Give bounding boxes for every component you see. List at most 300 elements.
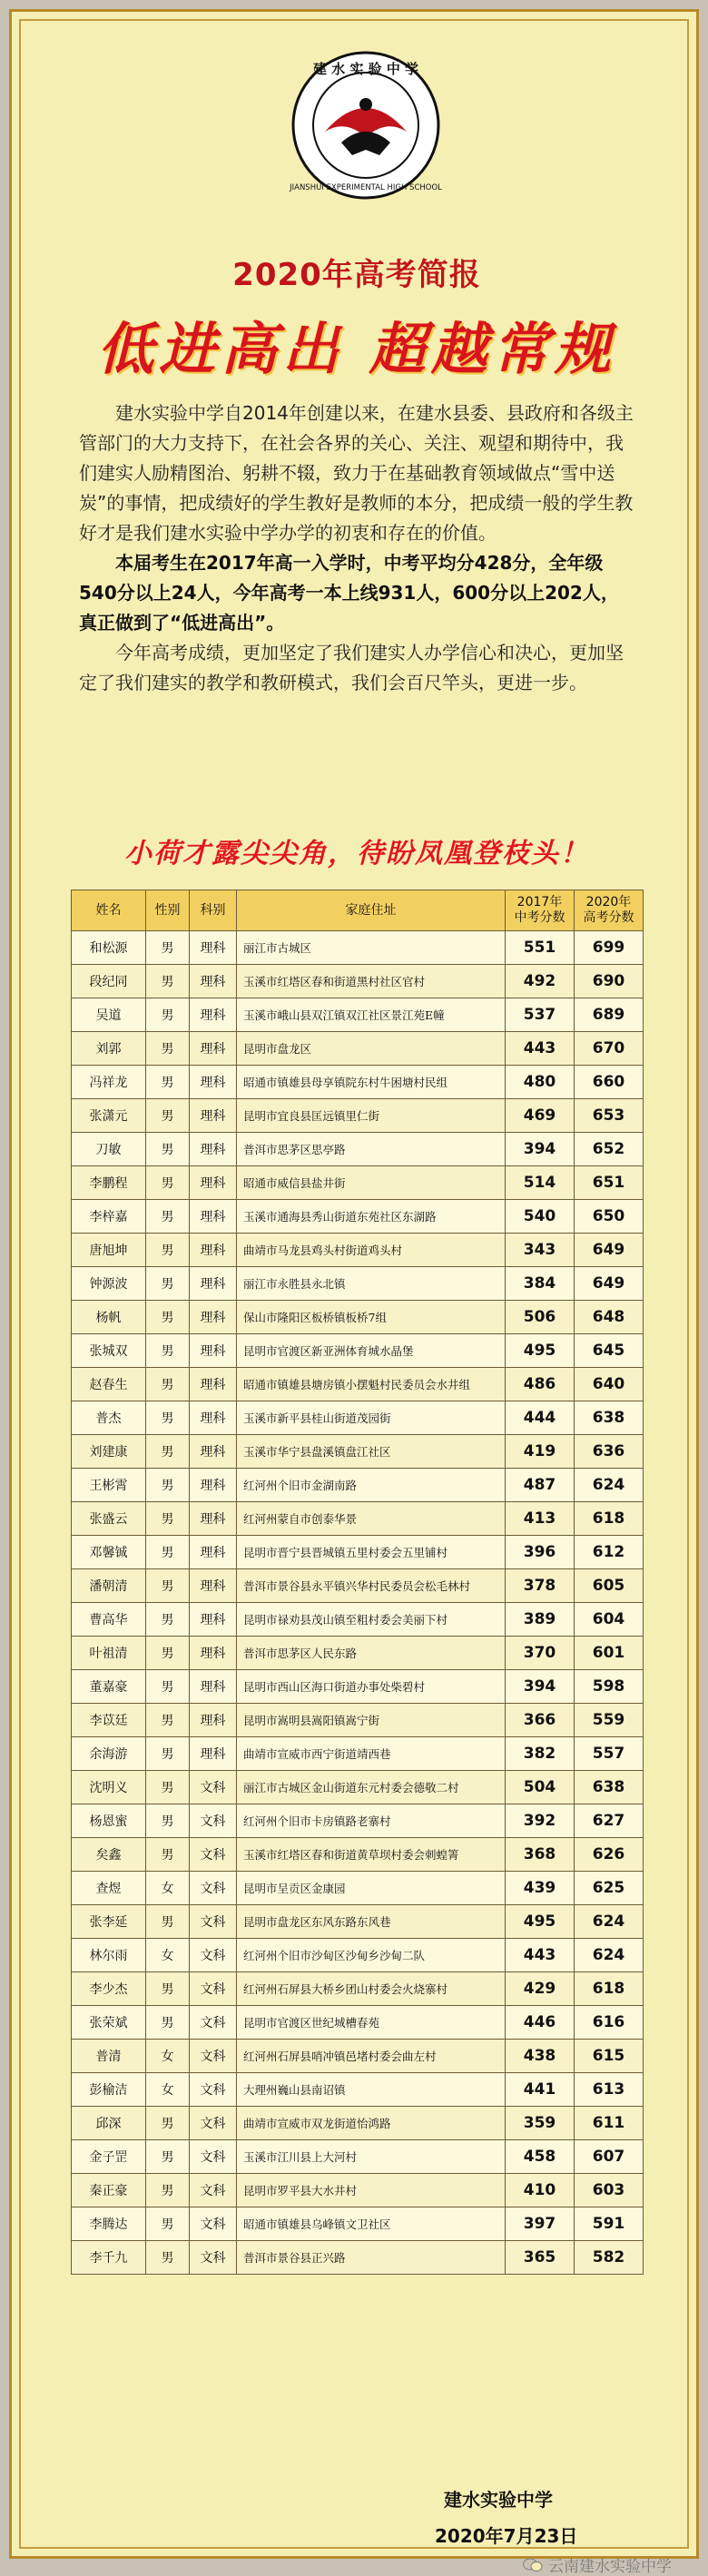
cell-name: 董嘉豪 xyxy=(72,1670,146,1704)
cell-zhongkao-score: 443 xyxy=(506,1032,575,1066)
cell-gender: 男 xyxy=(146,1905,190,1939)
cell-zhongkao-score: 446 xyxy=(506,2006,575,2040)
cell-address: 丽江市古城区 xyxy=(237,931,506,965)
score-table xyxy=(71,890,644,2275)
table-row xyxy=(72,1200,644,1234)
cell-subject: 文科 xyxy=(190,2140,237,2174)
cell-subject: 文科 xyxy=(190,1838,237,1872)
table-row xyxy=(72,1032,644,1066)
cell-address: 普洱市思茅区思亭路 xyxy=(237,1133,506,1166)
cell-address: 大理州巍山县南诏镇 xyxy=(237,2073,506,2107)
cell-subject: 理科 xyxy=(190,965,237,998)
cell-address: 昆明市嵩明县嵩阳镇嵩宁街 xyxy=(237,1704,506,1737)
cell-name: 普清 xyxy=(72,2040,146,2073)
cell-name: 刘建康 xyxy=(72,1435,146,1469)
cell-address: 玉溪市江川县上大河村 xyxy=(237,2140,506,2174)
header-zhongkao-score: 2017年 中考分数 xyxy=(506,890,575,931)
cell-gaokao-score: 624 xyxy=(575,1939,644,1972)
header-address: 家庭住址 xyxy=(237,890,506,931)
cell-name: 秦正豪 xyxy=(72,2174,146,2207)
cell-zhongkao-score: 410 xyxy=(506,2174,575,2207)
header-gender: 性别 xyxy=(146,890,190,931)
cell-name: 钟源波 xyxy=(72,1267,146,1301)
cell-zhongkao-score: 514 xyxy=(506,1166,575,1200)
cell-name: 和松源 xyxy=(72,931,146,965)
cell-subject: 文科 xyxy=(190,1771,237,1804)
table-row xyxy=(72,2107,644,2140)
cell-subject: 文科 xyxy=(190,2040,237,2073)
cell-gaokao-score: 601 xyxy=(575,1637,644,1670)
cell-gaokao-score: 618 xyxy=(575,1502,644,1536)
cell-subject: 理科 xyxy=(190,1301,237,1334)
intro-paragraph-2: 本届考生在2017年高一入学时，中考平均分428分，全年级540分以上24人，今年高考一本上线931人，600分以上202人，真正做到了“低进高出”。 xyxy=(79,552,619,634)
table-row xyxy=(72,1234,644,1267)
table-row xyxy=(72,2174,644,2207)
cell-gender: 男 xyxy=(146,2006,190,2040)
table-row xyxy=(72,1737,644,1771)
cell-gaokao-score: 645 xyxy=(575,1334,644,1368)
cell-subject: 理科 xyxy=(190,1435,237,1469)
cell-name: 林尔雨 xyxy=(72,1939,146,1972)
cell-address: 玉溪市红塔区春和街道黄草坝村委会刺蝗箐 xyxy=(237,1838,506,1872)
header-gaokao-score: 2020年 高考分数 xyxy=(575,890,644,931)
cell-gaokao-score: 604 xyxy=(575,1603,644,1637)
cell-gaokao-score: 607 xyxy=(575,2140,644,2174)
cell-subject: 文科 xyxy=(190,1972,237,2006)
cell-subject: 理科 xyxy=(190,1502,237,1536)
cell-name: 李鹏程 xyxy=(72,1166,146,1200)
cell-gaokao-score: 653 xyxy=(575,1099,644,1133)
cell-gaokao-score: 636 xyxy=(575,1435,644,1469)
cell-gender: 女 xyxy=(146,2040,190,2073)
cell-name: 矣鑫 xyxy=(72,1838,146,1872)
cell-gaokao-score: 627 xyxy=(575,1804,644,1838)
cell-subject: 文科 xyxy=(190,2073,237,2107)
cell-gender: 男 xyxy=(146,1066,190,1099)
cell-gaokao-score: 618 xyxy=(575,1972,644,2006)
table-row xyxy=(72,1368,644,1401)
cell-address: 普洱市景谷县永平镇兴华村民委员会松毛林村 xyxy=(237,1569,506,1603)
cell-address: 昭通市威信县盐井街 xyxy=(237,1166,506,1200)
cell-address: 保山市隆阳区板桥镇板桥7组 xyxy=(237,1301,506,1334)
cell-name: 李腾达 xyxy=(72,2207,146,2241)
cell-zhongkao-score: 359 xyxy=(506,2107,575,2140)
cell-gender: 男 xyxy=(146,1972,190,2006)
cell-gender: 男 xyxy=(146,2174,190,2207)
cell-gender: 男 xyxy=(146,1502,190,1536)
cell-address: 红河州个旧市沙甸区沙甸乡沙甸二队 xyxy=(237,1939,506,1972)
cell-name: 张潇元 xyxy=(72,1099,146,1133)
cell-gender: 男 xyxy=(146,1368,190,1401)
cell-gender: 男 xyxy=(146,2241,190,2275)
cell-subject: 理科 xyxy=(190,1032,237,1066)
cell-gender: 男 xyxy=(146,2207,190,2241)
cell-name: 潘朝清 xyxy=(72,1569,146,1603)
cell-gender: 男 xyxy=(146,1670,190,1704)
cell-gaokao-score: 650 xyxy=(575,1200,644,1234)
cell-zhongkao-score: 370 xyxy=(506,1637,575,1670)
cell-address: 昭通市镇雄县母享镇院东村牛困塘村民组 xyxy=(237,1066,506,1099)
cell-zhongkao-score: 537 xyxy=(506,998,575,1032)
cell-name: 沈明义 xyxy=(72,1771,146,1804)
cell-name: 吴道 xyxy=(72,998,146,1032)
cell-gaokao-score: 624 xyxy=(575,1905,644,1939)
cell-gender: 男 xyxy=(146,1166,190,1200)
cell-address: 红河州蒙自市创泰华景 xyxy=(237,1502,506,1536)
cell-gender: 男 xyxy=(146,1334,190,1368)
table-row xyxy=(72,1838,644,1872)
cell-address: 曲靖市宣威市西宁街道靖西巷 xyxy=(237,1737,506,1771)
cell-zhongkao-score: 389 xyxy=(506,1603,575,1637)
cell-zhongkao-score: 413 xyxy=(506,1502,575,1536)
cell-gender: 男 xyxy=(146,2140,190,2174)
table-header-row xyxy=(72,890,644,931)
cell-zhongkao-score: 506 xyxy=(506,1301,575,1334)
cell-zhongkao-score: 368 xyxy=(506,1838,575,1872)
cell-gender: 男 xyxy=(146,1804,190,1838)
cell-zhongkao-score: 495 xyxy=(506,1905,575,1939)
cell-gender: 男 xyxy=(146,1032,190,1066)
cell-gender: 男 xyxy=(146,1267,190,1301)
cell-zhongkao-score: 392 xyxy=(506,1804,575,1838)
cell-name: 王彬霄 xyxy=(72,1469,146,1502)
cell-name: 李千九 xyxy=(72,2241,146,2275)
cell-address: 红河州个旧市金湖南路 xyxy=(237,1469,506,1502)
table-row xyxy=(72,1569,644,1603)
cell-zhongkao-score: 444 xyxy=(506,1401,575,1435)
date-signature: 2020年7月23日 xyxy=(435,2525,578,2547)
cell-name: 杨帆 xyxy=(72,1301,146,1334)
cell-zhongkao-score: 441 xyxy=(506,2073,575,2107)
table-row xyxy=(72,931,644,965)
table-row xyxy=(72,965,644,998)
cell-zhongkao-score: 487 xyxy=(506,1469,575,1502)
table-row xyxy=(72,1603,644,1637)
cell-gaokao-score: 649 xyxy=(575,1267,644,1301)
table-row xyxy=(72,1704,644,1737)
cell-zhongkao-score: 397 xyxy=(506,2207,575,2241)
cell-zhongkao-score: 438 xyxy=(506,2040,575,2073)
cell-address: 丽江市永胜县永北镇 xyxy=(237,1267,506,1301)
table-row xyxy=(72,2207,644,2241)
cell-gender: 男 xyxy=(146,1637,190,1670)
table-row xyxy=(72,1872,644,1905)
cell-zhongkao-score: 429 xyxy=(506,1972,575,2006)
cell-gaokao-score: 699 xyxy=(575,931,644,965)
svg-text:建 水 实 验 中 学: 建 水 实 验 中 学 xyxy=(312,61,419,77)
cell-address: 昆明市呈贡区金康园 xyxy=(237,1872,506,1905)
cell-address: 昭通市镇雄县乌峰镇文卫社区 xyxy=(237,2207,506,2241)
cell-address: 红河州个旧市卡房镇路老寨村 xyxy=(237,1804,506,1838)
cell-subject: 理科 xyxy=(190,1267,237,1301)
cell-subject: 理科 xyxy=(190,1637,237,1670)
cell-name: 段纪同 xyxy=(72,965,146,998)
cell-subject: 理科 xyxy=(190,931,237,965)
cell-zhongkao-score: 443 xyxy=(506,1939,575,1972)
cell-gaokao-score: 649 xyxy=(575,1234,644,1267)
table-row xyxy=(72,1133,644,1166)
cell-name: 张城双 xyxy=(72,1334,146,1368)
table-row xyxy=(72,2140,644,2174)
cell-subject: 理科 xyxy=(190,1704,237,1737)
cell-zhongkao-score: 394 xyxy=(506,1670,575,1704)
header-name: 姓名 xyxy=(72,890,146,931)
cell-gaokao-score: 624 xyxy=(575,1469,644,1502)
cell-gender: 男 xyxy=(146,1469,190,1502)
cell-gaokao-score: 582 xyxy=(575,2241,644,2275)
cell-name: 刀敏 xyxy=(72,1133,146,1166)
cell-name: 张荣斌 xyxy=(72,2006,146,2040)
cell-name: 金子罡 xyxy=(72,2140,146,2174)
cell-gender: 女 xyxy=(146,2073,190,2107)
cell-subject: 理科 xyxy=(190,1603,237,1637)
intro-text xyxy=(79,398,634,698)
cell-gaokao-score: 638 xyxy=(575,1771,644,1804)
cell-address: 曲靖市宣威市双龙街道怡鸿路 xyxy=(237,2107,506,2140)
cell-gender: 男 xyxy=(146,998,190,1032)
cell-subject: 文科 xyxy=(190,1804,237,1838)
cell-name: 张李延 xyxy=(72,1905,146,1939)
cell-subject: 理科 xyxy=(190,1536,237,1569)
cell-address: 丽江市古城区金山街道东元村委会德敬二村 xyxy=(237,1771,506,1804)
cell-gaokao-score: 612 xyxy=(575,1536,644,1569)
table-row xyxy=(72,1334,644,1368)
table-row xyxy=(72,998,644,1032)
svg-text:JIANSHUI EXPERIMENTAL HIGH SCH: JIANSHUI EXPERIMENTAL HIGH SCHOOL xyxy=(290,183,442,192)
cell-gaokao-score: 611 xyxy=(575,2107,644,2140)
cell-gender: 男 xyxy=(146,1133,190,1166)
cell-gaokao-score: 625 xyxy=(575,1872,644,1905)
cell-subject: 文科 xyxy=(190,1939,237,1972)
cell-subject: 理科 xyxy=(190,1469,237,1502)
table-row xyxy=(72,1905,644,1939)
cell-zhongkao-score: 366 xyxy=(506,1704,575,1737)
cell-gender: 男 xyxy=(146,931,190,965)
header-subject: 科别 xyxy=(190,890,237,931)
table-row xyxy=(72,1939,644,1972)
cell-subject: 文科 xyxy=(190,1872,237,1905)
table-row xyxy=(72,1166,644,1200)
cell-subject: 文科 xyxy=(190,1905,237,1939)
cell-subject: 理科 xyxy=(190,1670,237,1704)
table-row xyxy=(72,1502,644,1536)
cell-zhongkao-score: 551 xyxy=(506,931,575,965)
cell-address: 昆明市晋宁县晋城镇五里村委会五里铺村 xyxy=(237,1536,506,1569)
table-row xyxy=(72,1771,644,1804)
cell-subject: 理科 xyxy=(190,1099,237,1133)
cell-subject: 理科 xyxy=(190,1066,237,1099)
cell-gaokao-score: 638 xyxy=(575,1401,644,1435)
cell-name: 邓馨铖 xyxy=(72,1536,146,1569)
cell-subject: 理科 xyxy=(190,1133,237,1166)
cell-gaokao-score: 651 xyxy=(575,1166,644,1200)
cell-address: 昆明市宜良县匡远镇里仁街 xyxy=(237,1099,506,1133)
cell-subject: 文科 xyxy=(190,2174,237,2207)
cell-gaokao-score: 648 xyxy=(575,1301,644,1334)
cell-address: 昆明市盘龙区 xyxy=(237,1032,506,1066)
cell-zhongkao-score: 495 xyxy=(506,1334,575,1368)
cell-gender: 男 xyxy=(146,1536,190,1569)
intro-paragraph-1: 建水实验中学自2014年创建以来，在建水县委、县政府和各级主管部门的大力支持下，在社会各界的关心、关注、观望和期待中，我们建实人励精图治、躬耕不辍，致力于在基础教育领域做点“雪中送炭”的事情，把成绩好的学生教好是教师的本分，把成绩一般的学生教好才是我们建水实验中学办学的初衷和存在的价值。 xyxy=(79,402,634,544)
cell-subject: 文科 xyxy=(190,2006,237,2040)
cell-address: 昆明市盘龙区东风东路东风巷 xyxy=(237,1905,506,1939)
cell-gaokao-score: 605 xyxy=(575,1569,644,1603)
cell-gaokao-score: 613 xyxy=(575,2073,644,2107)
watermark xyxy=(523,2553,672,2576)
cell-address: 玉溪市新平县桂山街道茂园街 xyxy=(237,1401,506,1435)
cell-name: 张盛云 xyxy=(72,1502,146,1536)
table-row xyxy=(72,1301,644,1334)
cell-gaokao-score: 690 xyxy=(575,965,644,998)
cell-zhongkao-score: 384 xyxy=(506,1267,575,1301)
cell-name: 曹高华 xyxy=(72,1603,146,1637)
cell-name: 余海游 xyxy=(72,1737,146,1771)
cell-address: 昆明市禄劝县茂山镇至粗村委会美丽下村 xyxy=(237,1603,506,1637)
cell-address: 昭通市镇雄县塘房镇小摆魁村民委员会水井组 xyxy=(237,1368,506,1401)
cell-gender: 男 xyxy=(146,1301,190,1334)
cell-gaokao-score: 670 xyxy=(575,1032,644,1066)
cell-gender: 男 xyxy=(146,1234,190,1267)
cell-gaokao-score: 557 xyxy=(575,1737,644,1771)
cell-gaokao-score: 598 xyxy=(575,1670,644,1704)
cell-gender: 男 xyxy=(146,1099,190,1133)
poster-frame xyxy=(9,9,699,2576)
cell-address: 红河州石屏县哨冲镇邑堵村委会曲左村 xyxy=(237,2040,506,2073)
cell-subject: 文科 xyxy=(190,2207,237,2241)
cell-zhongkao-score: 469 xyxy=(506,1099,575,1133)
slogan-banner: 低进高出 超越常规 xyxy=(97,316,616,382)
cell-name: 李少杰 xyxy=(72,1972,146,2006)
cell-gender: 男 xyxy=(146,1838,190,1872)
watermark-text: 云南建水实验中学 xyxy=(548,2558,672,2576)
cell-gaokao-score: 616 xyxy=(575,2006,644,2040)
page-title: 2020年高考简报 xyxy=(232,257,481,293)
cell-gender: 男 xyxy=(146,1435,190,1469)
cell-gender: 女 xyxy=(146,1872,190,1905)
cell-name: 李梓嘉 xyxy=(72,1200,146,1234)
cell-address: 昆明市官渡区世纪城槽春苑 xyxy=(237,2006,506,2040)
cell-zhongkao-score: 365 xyxy=(506,2241,575,2275)
cell-gender: 男 xyxy=(146,2107,190,2140)
cell-zhongkao-score: 540 xyxy=(506,1200,575,1234)
cell-gaokao-score: 660 xyxy=(575,1066,644,1099)
cell-name: 刘郭 xyxy=(72,1032,146,1066)
cell-address: 玉溪市通海县秀山街道东苑社区东湖路 xyxy=(237,1200,506,1234)
table-row xyxy=(72,1435,644,1469)
table-row xyxy=(72,2241,644,2275)
table-row xyxy=(72,1401,644,1435)
cell-address: 玉溪市红塔区春和街道黑村社区官村 xyxy=(237,965,506,998)
cell-zhongkao-score: 419 xyxy=(506,1435,575,1469)
cell-subject: 理科 xyxy=(190,1334,237,1368)
cell-address: 红河州石屏县大桥乡团山村委会火烧寨村 xyxy=(237,1972,506,2006)
cell-gender: 男 xyxy=(146,1771,190,1804)
cell-zhongkao-score: 486 xyxy=(506,1368,575,1401)
cell-name: 查煜 xyxy=(72,1872,146,1905)
cell-subject: 理科 xyxy=(190,1569,237,1603)
cell-address: 玉溪市峨山县双江镇双江社区景江苑E幢 xyxy=(237,998,506,1032)
cell-gaokao-score: 640 xyxy=(575,1368,644,1401)
intro-paragraph-3: 今年高考成绩，更加坚定了我们建实人办学信心和决心，更加坚定了我们建实的教学和教研模式，我们会百尺竿头，更进一步。 xyxy=(79,642,624,693)
cell-gender: 男 xyxy=(146,1569,190,1603)
cell-name: 普杰 xyxy=(72,1401,146,1435)
cell-subject: 理科 xyxy=(190,1401,237,1435)
cell-name: 唐旭坤 xyxy=(72,1234,146,1267)
cell-zhongkao-score: 343 xyxy=(506,1234,575,1267)
cell-zhongkao-score: 492 xyxy=(506,965,575,998)
cell-name: 杨恩蜜 xyxy=(72,1804,146,1838)
cell-address: 昆明市罗平县大水井村 xyxy=(237,2174,506,2207)
cell-name: 彭榆洁 xyxy=(72,2073,146,2107)
cell-zhongkao-score: 394 xyxy=(506,1133,575,1166)
cell-name: 叶祖清 xyxy=(72,1637,146,1670)
wechat-icon xyxy=(523,2558,543,2572)
cell-gaokao-score: 591 xyxy=(575,2207,644,2241)
cell-gaokao-score: 652 xyxy=(575,1133,644,1166)
table-row xyxy=(72,2073,644,2107)
cell-name: 李苡廷 xyxy=(72,1704,146,1737)
cell-subject: 理科 xyxy=(190,998,237,1032)
cell-gender: 男 xyxy=(146,1401,190,1435)
cell-subject: 理科 xyxy=(190,1200,237,1234)
cell-gaokao-score: 689 xyxy=(575,998,644,1032)
cell-subject: 理科 xyxy=(190,1737,237,1771)
cell-address: 曲靖市马龙县鸡头村街道鸡头村 xyxy=(237,1234,506,1267)
cell-subject: 文科 xyxy=(190,2107,237,2140)
table-row xyxy=(72,1670,644,1704)
table-row xyxy=(72,1536,644,1569)
cell-zhongkao-score: 378 xyxy=(506,1569,575,1603)
cell-name: 冯祥龙 xyxy=(72,1066,146,1099)
cell-gaokao-score: 626 xyxy=(575,1838,644,1872)
cell-subject: 文科 xyxy=(190,2241,237,2275)
cell-subject: 理科 xyxy=(190,1234,237,1267)
cell-gender: 男 xyxy=(146,1603,190,1637)
cell-gender: 男 xyxy=(146,965,190,998)
cell-address: 昆明市官渡区新亚洲体育城水晶堡 xyxy=(237,1334,506,1368)
school-signature: 建水实验中学 xyxy=(444,2489,553,2511)
cell-address: 普洱市思茅区人民东路 xyxy=(237,1637,506,1670)
cell-zhongkao-score: 382 xyxy=(506,1737,575,1771)
cell-gender: 男 xyxy=(146,1737,190,1771)
cell-subject: 理科 xyxy=(190,1368,237,1401)
cell-gender: 男 xyxy=(146,1704,190,1737)
cell-gaokao-score: 615 xyxy=(575,2040,644,2073)
school-emblem-icon xyxy=(289,48,443,202)
cell-address: 玉溪市华宁县盘溪镇盘江社区 xyxy=(237,1435,506,1469)
table-row xyxy=(72,2040,644,2073)
table-row xyxy=(72,1804,644,1838)
motto-text: 小荷才露尖尖角，待盼凤凰登枝头！ xyxy=(124,838,589,870)
table-row xyxy=(72,1637,644,1670)
table-row xyxy=(72,1267,644,1301)
cell-zhongkao-score: 439 xyxy=(506,1872,575,1905)
table-row xyxy=(72,1099,644,1133)
table-row xyxy=(72,1972,644,2006)
table-row xyxy=(72,2006,644,2040)
cell-name: 邱深 xyxy=(72,2107,146,2140)
cell-subject: 理科 xyxy=(190,1166,237,1200)
cell-gender: 男 xyxy=(146,1200,190,1234)
cell-zhongkao-score: 504 xyxy=(506,1771,575,1804)
table-row xyxy=(72,1066,644,1099)
cell-zhongkao-score: 396 xyxy=(506,1536,575,1569)
cell-address: 昆明市西山区海口街道办事处柴碧村 xyxy=(237,1670,506,1704)
cell-gender: 女 xyxy=(146,1939,190,1972)
cell-address: 普洱市景谷县正兴路 xyxy=(237,2241,506,2275)
cell-gaokao-score: 603 xyxy=(575,2174,644,2207)
cell-name: 赵春生 xyxy=(72,1368,146,1401)
